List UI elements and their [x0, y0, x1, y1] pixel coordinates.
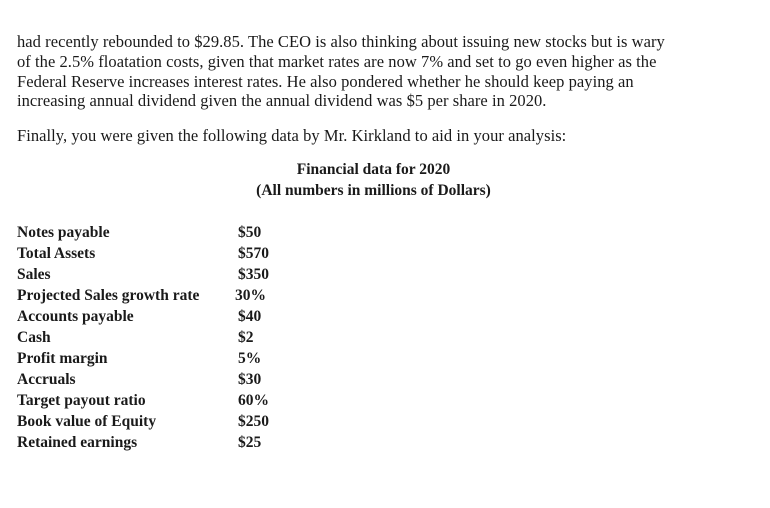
row-label: Sales	[17, 265, 51, 283]
data-intro-paragraph: Finally, you were given the following data by Mr. Kirkland to aid in your analysis:	[17, 126, 567, 146]
paragraph-line: of the 2.5% floatation costs, given that market rates are now 7% and set to go even higher as the	[17, 51, 657, 71]
row-value: $50	[238, 223, 262, 241]
row-label: Accounts payable	[17, 307, 134, 325]
row-label: Total Assets	[17, 244, 96, 262]
row-label: Notes payable	[17, 223, 110, 241]
table-row	[17, 222, 747, 243]
row-label: Projected Sales growth rate	[17, 286, 200, 304]
row-value: $25	[238, 433, 262, 451]
table-row	[17, 411, 747, 432]
row-value: $30	[238, 370, 262, 388]
table-row	[17, 390, 747, 411]
row-value: $350	[238, 265, 269, 283]
table-row	[17, 306, 747, 327]
paragraph-line: had recently rebounded to $29.85. The CEO is also thinking about issuing new stocks but is wary	[17, 32, 665, 51]
row-value: 5%	[238, 349, 262, 367]
row-value: 30%	[235, 286, 266, 304]
paragraph-line: increasing annual dividend given the annual dividend was $5 per share in 2020.	[17, 91, 547, 111]
row-label: Retained earnings	[17, 433, 138, 451]
table-row	[17, 327, 747, 348]
row-value: $250	[238, 412, 269, 430]
row-value: $40	[238, 307, 262, 325]
row-label: Accruals	[17, 370, 76, 388]
row-label: Book value of Equity	[17, 412, 157, 430]
table-heading	[17, 159, 730, 201]
table-subtitle: (All numbers in millions of Dollars)	[256, 181, 491, 199]
table-title: Financial data for 2020	[296, 160, 451, 178]
row-label: Profit margin	[17, 349, 108, 367]
document-page	[17, 32, 747, 453]
table-row	[17, 243, 747, 264]
row-value: 60%	[238, 391, 269, 409]
table-row	[17, 432, 747, 453]
table-row	[17, 285, 747, 306]
row-label: Target payout ratio	[17, 391, 146, 409]
row-value: $570	[238, 244, 269, 262]
table-row	[17, 369, 747, 390]
financial-data-table	[17, 222, 747, 453]
paragraph-line: Federal Reserve increases interest rates. He also pondered whether he should keep paying an	[17, 71, 634, 91]
row-label: Cash	[17, 328, 51, 346]
intro-paragraph	[17, 32, 747, 111]
table-row	[17, 348, 747, 369]
table-row	[17, 264, 747, 285]
row-value: $2	[238, 328, 254, 346]
